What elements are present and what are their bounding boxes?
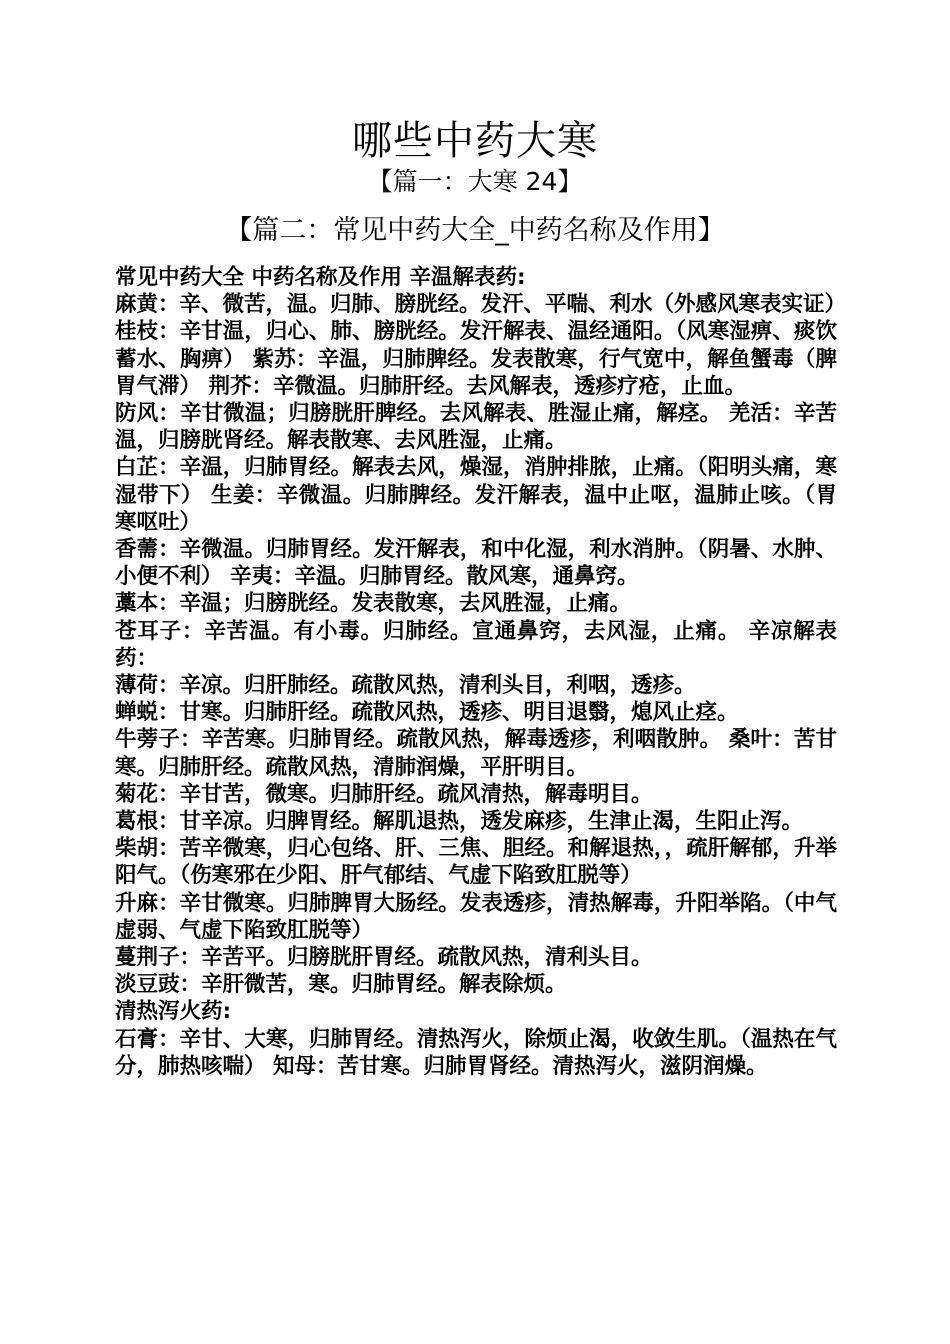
paragraph: 石膏：辛甘、大寒，归肺胃经。清热泻火，除烦止渴，收敛生肌。（温热在气分，肺热咳喘） 知母：苦甘寒。归肺胃肾经。清热泻火，滋阴润燥。 (115, 1026, 837, 1079)
paragraph: 菊花：辛甘苦，微寒。归肺肝经。疏风清热，解毒明目。 (115, 781, 653, 807)
paragraph: 清热泻火药: (115, 999, 232, 1025)
document-title: 哪些中药大寒 (352, 118, 598, 164)
section-heading-2: 【篇二：常见中药大全_中药名称及作用】 (225, 215, 725, 246)
paragraph: 淡豆豉：辛肝微苦，寒。归肺胃经。解表除烦。 (115, 972, 567, 998)
paragraph: 牛蒡子：辛苦寒。归肺胃经。疏散风热，解毒透疹，利咽散肿。 桑叶：苦甘寒。归肺肝经。疏散风热，清肺润燥，平肝明目。 (115, 727, 837, 780)
paragraph: 麻黄：辛、微苦，温。归肺、膀胱经。发汗、平喘、利水（外感风寒表实证） (115, 292, 847, 318)
paragraph: 白芷：辛温，归肺胃经。解表去风，燥湿，消肿排脓，止痛。（阳明头痛，寒湿带下） 生姜：辛微温。归肺脾经。发汗解表，温中止呕，温肺止咳。（胃寒呕吐） (115, 455, 837, 535)
paragraph: 蝉蜕：甘寒。归肺肝经。疏散风热，透疹、明目退翳，熄风止痉。 (115, 700, 739, 726)
paragraph: 葛根：甘辛凉。归脾胃经。解肌退热，透发麻疹，生津止渴，生阳止泻。 (115, 809, 804, 835)
paragraph: 柴胡：苦辛微寒，归心包络、肝、三焦、胆经。和解退热，，疏肝解郁，升举阳气。（伤寒邪在少阳、肝气郁结、气虚下陷致肛脱等） (115, 836, 837, 889)
paragraph: 苍耳子：辛苦温。有小毒。归肺经。宣通鼻窍，去风湿，止痛。 辛凉解表药： (115, 618, 837, 671)
paragraph: 防风：辛甘微温；归膀胱肝脾经。去风解表、胜湿止痛，解痉。 羌活：辛苦温，归膀胱肾经。解表散寒、去风胜湿，止痛。 (115, 401, 837, 454)
paragraph: 薄荷：辛凉。归肝肺经。疏散风热，清利头目，利咽，透疹。 (115, 673, 696, 699)
paragraph: 桂枝：辛甘温，归心、肺、膀胱经。发汗解表、温经通阳。（风寒湿痹、痰饮蓄水、胸痹） 紫苏：辛温，归肺脾经。发表散寒，行气宽中，解鱼蟹毒（脾胃气滞） 荆芥：辛微温。归肺肝经。去风解表，透疹疗疮，止血。 (115, 319, 837, 399)
paragraph: 蔓荆子：辛苦平。归膀胱肝胃经。疏散风热，清利头目。 (115, 945, 653, 971)
document-body (115, 264, 847, 1080)
paragraph: 藁本：辛温；归膀胱经。发表散寒，去风胜湿，止痛。 (115, 591, 632, 617)
section-heading-1: 【篇一：大寒 24】 (367, 167, 583, 196)
paragraph: 升麻：辛甘微寒。归肺脾胃大肠经。发表透疹，清热解毒，升阳举陷。（中气虚弱、气虚下陷致肛脱等） (115, 890, 837, 943)
paragraph: 香薷：辛微温。归肺胃经。发汗解表，和中化湿，利水消肿。（阴暑、水肿、小便不利） 辛夷：辛温。归肺胃经。散风寒，通鼻窍。 (115, 537, 837, 590)
paragraph: 常见中药大全 中药名称及作用 辛温解表药: (115, 265, 526, 290)
